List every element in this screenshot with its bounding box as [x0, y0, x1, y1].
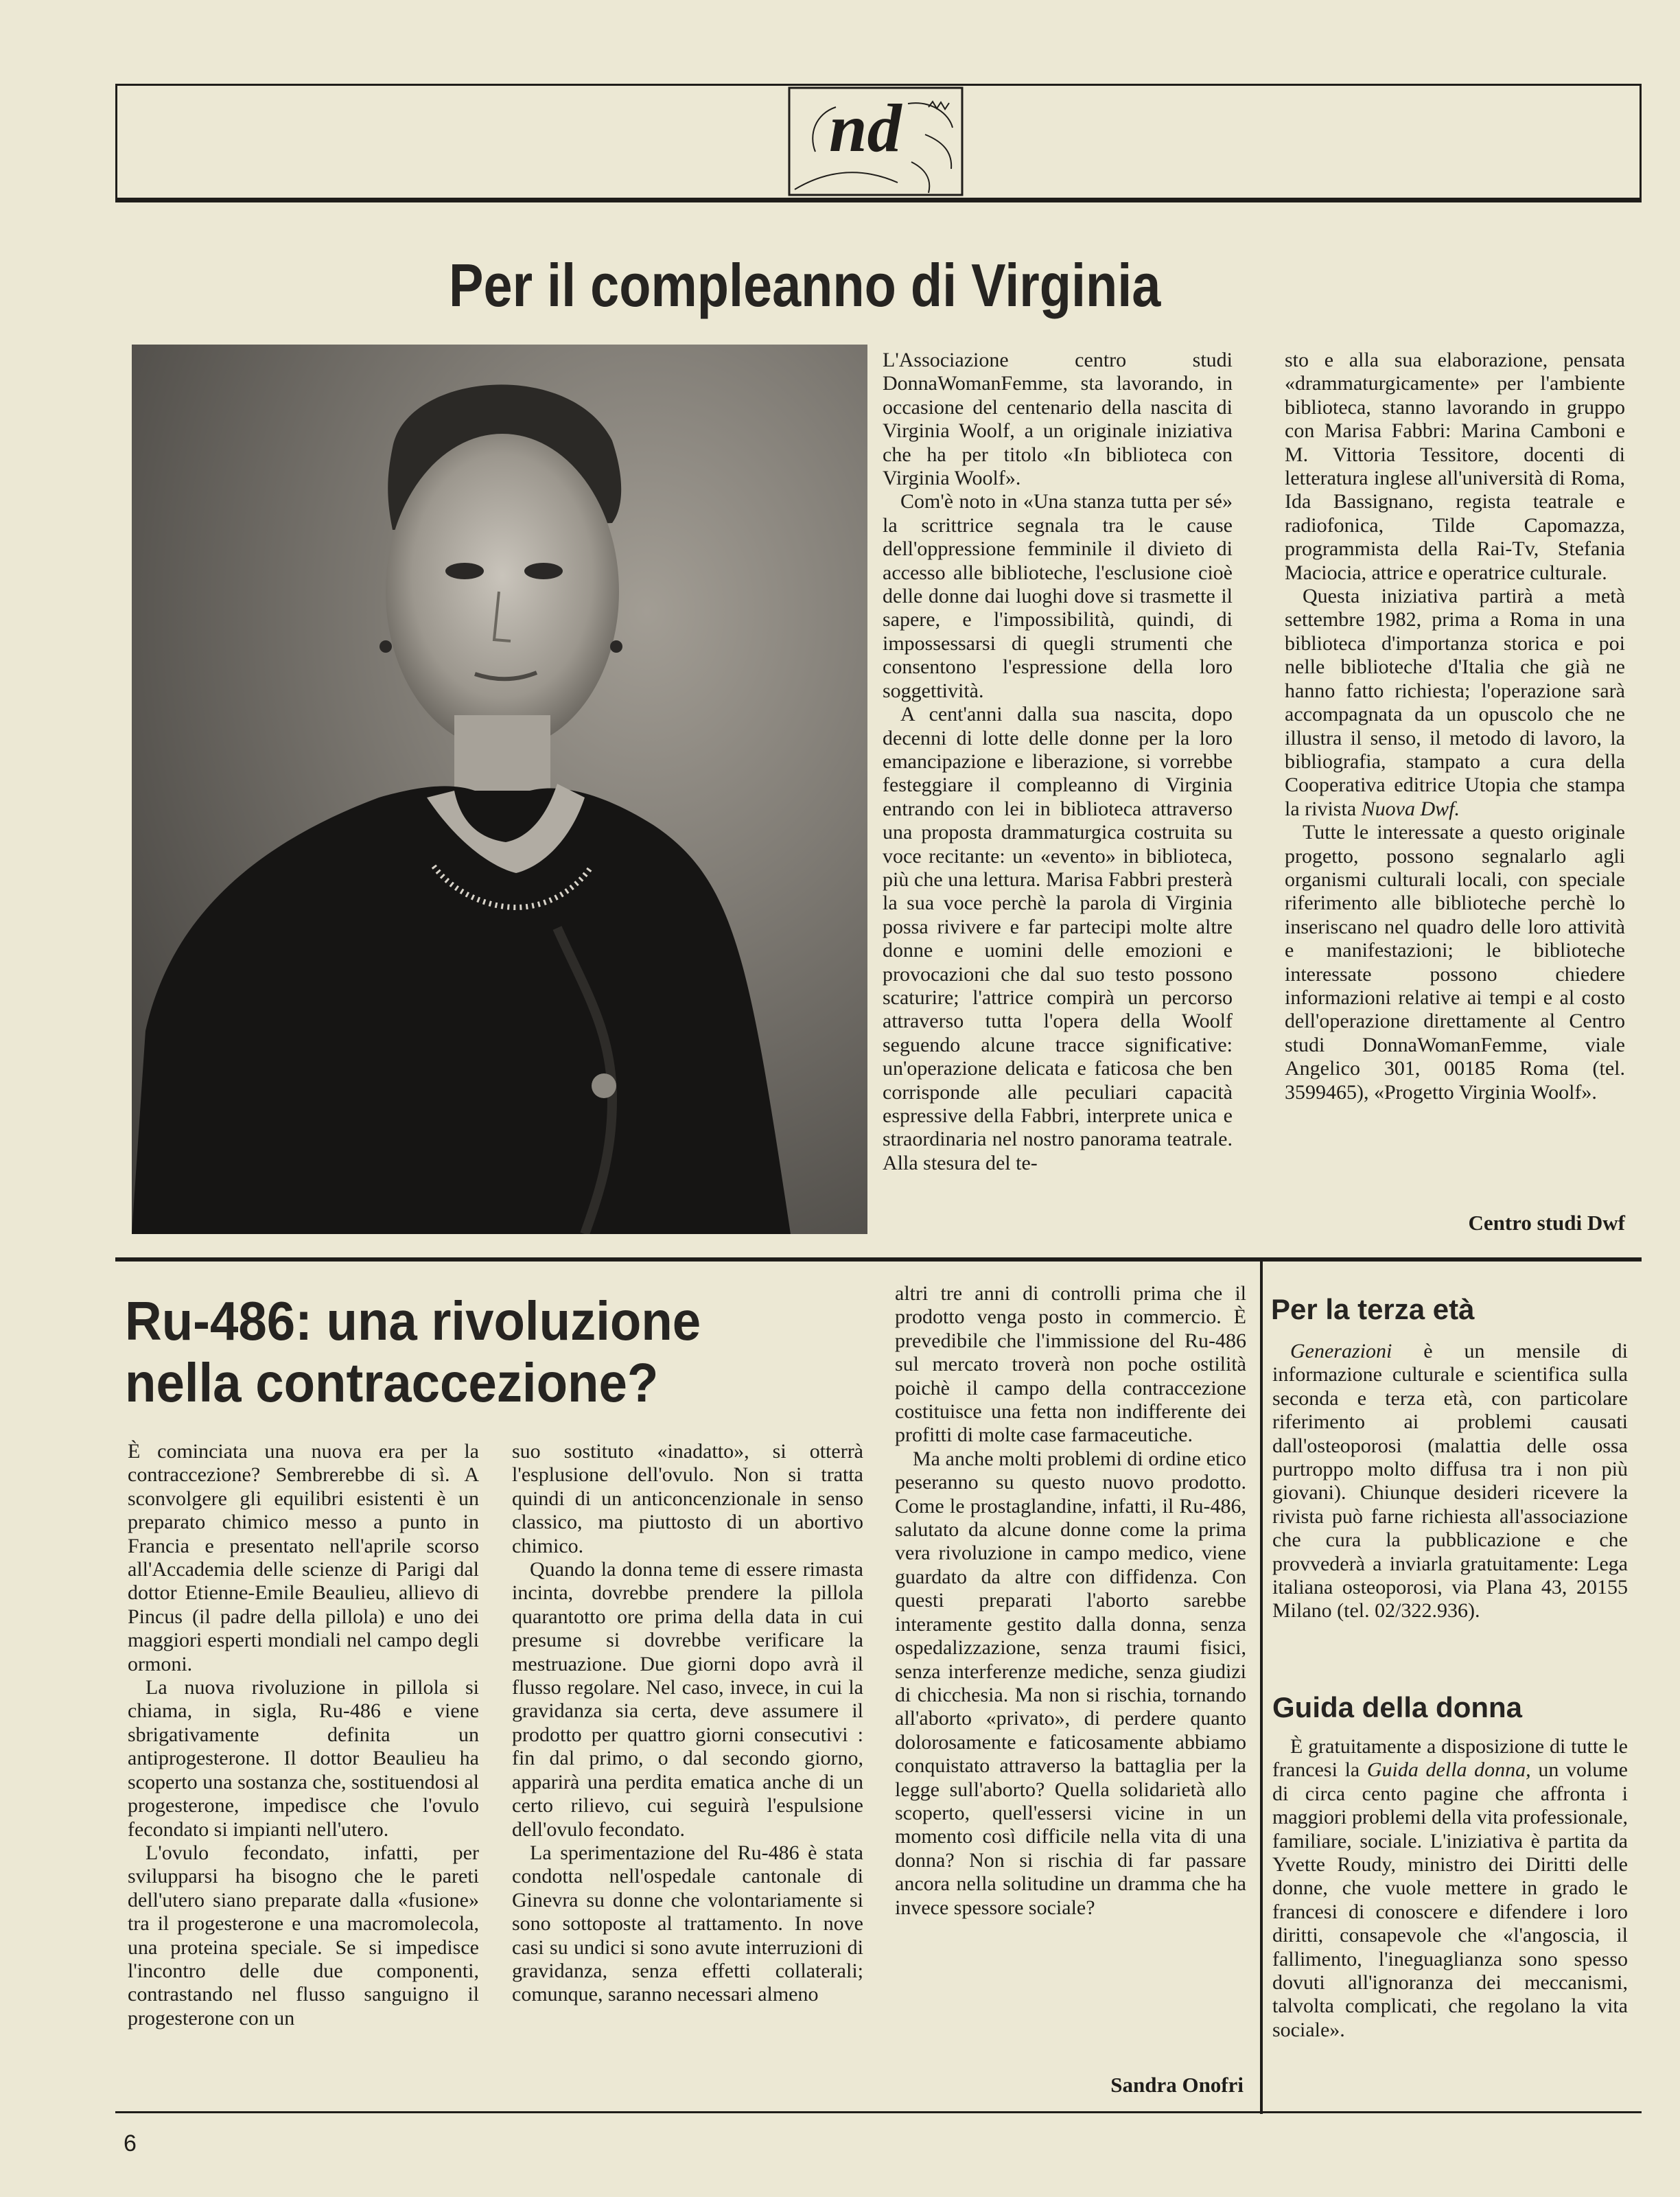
guida-paragraph: È gratuitamente a disposizione di tutte le francesi la Guida della donna, un volume di circa cento pagine che affronta i maggiori problemi della vita professionale, familiare, sociale. L'iniziativa è partita da Yvette Roudy, ministro dei Diritti delle donne, che vuole mettere in grado le francesi di conoscere e difendere i loro diritti, consapevole che «l'angoscia, il fallimento, l'ineguaglianza sono spesso dovuti all'ignoranza dei meccanismi, talvolta complicati, che regolano la vita sociale». — [1272, 1735, 1628, 2041]
bottom-rule — [115, 2111, 1642, 2113]
ru486-title — [125, 1290, 701, 1414]
logo-text: nd — [829, 90, 902, 166]
guida-title: Guida della donna — [1272, 1691, 1523, 1723]
guida-della-donna-title: Guida della donna, — [1366, 1758, 1531, 1782]
ru486-paragraph: Ma anche molti problemi di ordine etico peseranno su questo nuovo prodotto. Come le prostaglandine, infatti, il Ru-486, salutato da alcune donne come la prima vera rivoluzione in campo medico, viene guardato da altre con diffidenza. Con questi preparati l'aborto sarebbe interamente gestito dalla donna, senza ospedalizzazione, senza traumi fisici, senza interferenze mediche, senza giudizi di chicchesia. Ma non si rischia, tornando all'aborto «privato», di perdere quanto dolorosamente e faticosamente abbiamo conquistato attraverso la battaglia per la legge sull'aborto? Quella solidarietà allo scoperto, quell'essersi vicine in un momento così difficile nella vita di una donna? Non si rischia di far passare ancora nella solitudine un dramma che ha invece spessore sociale? — [895, 1447, 1246, 1919]
virginia-paragraph: Questa iniziativa partirà a metà settembre 1982, prima a Roma in una biblioteca d'importanza storica e poi nelle biblioteche d'Italia che già ne hanno fatto richiesta; l'operazione sarà accompagnata da un opuscolo che ne illustra il senso, il metodo di lavoro, la bibliografia, stampato a cura della Cooperativa editrice Utopia che stampa la rivista Nuova Dwf. — [1285, 585, 1625, 820]
virginia-paragraph: Com'è noto in «Una stanza tutta per sé» la scrittrice segnala tra le cause dell'oppressione femminile il divieto di accesso alle biblioteche, l'esclusione cioè delle donne dai luoghi dove si trasmette il sapere, e l'impossibilità, quindi, di impossessarsi di quegli strumenti che consentono l'espressione della loro soggettività. — [883, 490, 1233, 702]
virginia-paragraph: L'Associazione centro studi DonnaWomanFemme, sta lavorando, in occasione del centenario della nascita di Virginia Woolf, a un originale iniziativa che ha per titolo «In biblioteca con Virginia Woolf». — [883, 349, 1233, 490]
virginia-woolf-photo — [132, 345, 867, 1234]
virginia-column-1 — [883, 349, 1233, 1175]
ru486-column-1 — [128, 1440, 479, 2030]
guida-column — [1272, 1735, 1628, 2042]
ru486-paragraph: È cominciata una nuova era per la contraccezione? Sembrerebbe di sì. A sconvolgere gli equilibri esistenti è un preparato chimico messo a punto in Francia e presentato nell'aprile scorso all'Accademia delle scienze di Parigi dal dottor Etienne-Emile Beaulieu, allievo di Pincus (il padre della pillola) e uno dei maggiori esperti mondiali nel campo degli ormoni. — [128, 1440, 479, 1675]
header-rule — [115, 198, 1642, 202]
ru486-paragraph: L'ovulo fecondato, infatti, per svilupparsi ha bisogno che le pareti dell'utero siano preparate dalla «fusione» tra il progesterone e una macromolecola, una proteina speciale. Se si impedisce l'incontro delle due componenti, contrastando nel flusso sanguigno il progesterone con un — [128, 1841, 479, 2030]
nuova-dwf-title: Nuova Dwf. — [1361, 797, 1460, 820]
virginia-paragraph: sto e alla sua elaborazione, pensata «drammaturgicamente» per l'ambiente biblioteca, stanno lavorando in gruppo con Marisa Fabbri: Marina Camboni e M. Vittoria Tessitore, docenti di letteratura inglese all'università di Roma, Ida Bassignano, regista teatrale e radiofonica, Tilde Capomazza, programmista della Rai-Tv, Stefania Maciocia, attrice e operatrice culturale. — [1285, 349, 1625, 584]
ru486-paragraph: La sperimentazione del Ru-486 è stata condotta nell'ospedale cantonale di Ginevra su donne che volontariamente si sono sottoposte al trattamento. In nove casi su undici si sono avute interruzioni di gravidanza, senza effetti collaterali; comunque, saranno necessari almeno — [512, 1841, 863, 2006]
virginia-paragraph: Tutte le interessate a questo originale progetto, possono segnalarlo agli organismi culturali locali, con speciale riferimento alle biblioteche perchè lo inseriscano nel quadro delle loro attività e manifestazioni; le biblioteche interessate possono chiedere informazioni relative ai tempi e al costo dell'operazione direttamente al Centro studi DonnaWomanFemme, viale Angelico 301, 00185 Roma (tel. 3599465), «Progetto Virginia Woolf». — [1285, 821, 1625, 1104]
ru486-paragraph: altri tre anni di controlli prima che il prodotto venga posto in commercio. È prevedibile che l'immissione del Ru-486 sul mercato troverà non poche ostilità poichè il campo della contraccezione costituisce una fetta non indifferente dei profitti di molte case farmaceutiche. — [895, 1282, 1246, 1447]
ru486-title-line-1: Ru-486: una rivoluzione — [125, 1290, 701, 1351]
ru486-title-line-2: nella contraccezione? — [125, 1352, 659, 1413]
nd-logo — [788, 86, 964, 196]
generazioni-title: Generazioni — [1290, 1340, 1392, 1362]
section-rule — [115, 1257, 1642, 1262]
terza-eta-paragraph: Generazioni è un mensile di informazione culturale e scientifica sulla seconda e terza età, con particolare riferimento ai problemi causati dall'osteoporosi (malattia delle ossa purtroppo molto diffusa tra i non più giovani). Chiunque desideri ricevere la rivista può farne richiesta all'associazione che cura la pubblicazione e che provvederà a inviarla gratuitamente: Lega italiana osteoporosi, via Plana 43, 20155 Milano (tel. 02/322.936). — [1272, 1340, 1628, 1623]
ru486-paragraph: La nuova rivoluzione in pillola si chiama, in sigla, Ru-486 e viene sbrigativamente definita un antiprogesterone. Il dottor Beaulieu ha scoperto una sostanza che, sostituendosi al progesterone, impedisce che l'ovulo fecondato si impianti nell'utero. — [128, 1676, 479, 1841]
terza-eta-column — [1272, 1340, 1628, 1623]
virginia-signature: Centro studi Dwf — [1468, 1211, 1625, 1235]
virginia-paragraph: A cent'anni dalla sua nascita, dopo decenni di lotte delle donne per la loro emancipazione e liberazione, si vorrebbe festeggiare il compleanno di Virginia entrando con lei in biblioteca attraverso una proposta drammaturgica costruita su voce recitante: un «evento» in biblioteca, più che una lettura. Marisa Fabbri presterà la sua voce perchè la parola di Virginia possa rivivere e far partecipi molte altre donne e uomini delle emozioni e provocazioni che dal suo testo possono scaturire; l'attrice compirà un percorso attraverso tutta l'opera della Woolf seguendo alcune tracce significative: un'operazione delicata e faticosa che ben corrisponde alle peculiari capacità espressive della Fabbri, interprete unica e straordinaria nel nostro panorama teatrale. Alla stesura del te- — [883, 703, 1233, 1174]
ru486-signature: Sandra Onofri — [1110, 2073, 1244, 2097]
virginia-column-2 — [1285, 349, 1625, 1104]
terza-eta-title: Per la terza età — [1271, 1293, 1475, 1325]
sidebar-rule — [1260, 1257, 1263, 2114]
ru486-paragraph: Quando la donna teme di essere rimasta incinta, dovrebbe prendere la pillola quarantotto ore prima della data in cui presume si dovrebbe verificare la mestruazione. Due giorni dopo avrà il flusso regolare. Nel caso, invece, in cui la gravidanza sia certa, deve assumere il prodotto per quattro giorni consecutivi : fin dal primo, o dal secondo giorno, apparirà una perdita ematica anche di un certo rilievo, cui seguirà l'espulsione dell'ovulo fecondato. — [512, 1558, 863, 1841]
ru486-column-3 — [895, 1282, 1246, 1920]
ru486-column-2 — [512, 1440, 863, 2007]
ru486-paragraph: suo sostituto «inadatto», si otterrà l'esplusione dell'ovulo. Non si tratta quindi di un anticoncenzionale in senso classico, ma piuttosto di un abortivo chimico. — [512, 1440, 863, 1557]
page-number: 6 — [124, 2130, 137, 2157]
virginia-title: Per il compleanno di Virginia — [449, 251, 1161, 319]
